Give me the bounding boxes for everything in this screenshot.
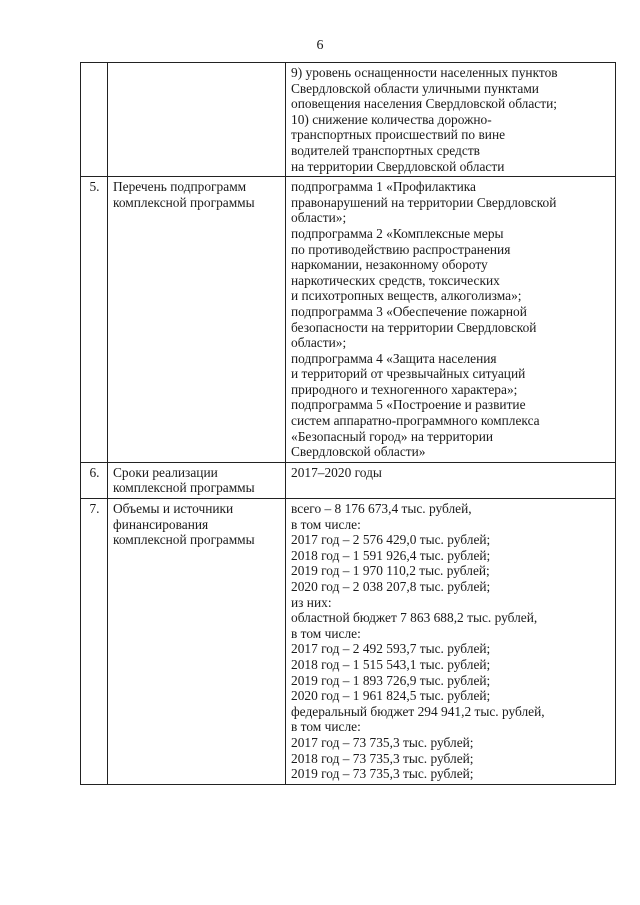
row-content-line: 9) уровень оснащенности населенных пунктов (291, 65, 558, 80)
row-content-line: в том числе: (291, 625, 361, 641)
program-passport-table (80, 62, 616, 785)
row-name-line: комплексной программы (113, 480, 255, 496)
row-content-line: транспортных происшествий по вине (291, 127, 506, 143)
row-content-line: 2018 год – 1 515 543,1 тыс. рублей; (291, 656, 491, 672)
row-content-line: подпрограмма 2 «Комплексные меры (291, 225, 504, 241)
row-content-line: 2019 год – 73 735,3 тыс. рублей; (291, 766, 474, 782)
row-name-line: комплексной программы (113, 532, 255, 548)
row-content-line: наркотических средств, токсических (291, 272, 500, 288)
row-content-line: подпрограмма 1 «Профилактика (291, 179, 476, 195)
table-row (81, 63, 616, 177)
table-row (81, 177, 616, 463)
row-content-line: систем аппаратно-программного комплекса (291, 413, 540, 429)
row-content-line: федеральный бюджет 294 941,2 тыс. рублей, (291, 703, 545, 719)
row-content-line: всего – 8 176 673,4 тыс. рублей, (291, 501, 472, 517)
row-content-line: 2020 год – 2 038 207,8 тыс. рублей; (291, 579, 491, 594)
row-content-line: «Безопасный город» на территории (291, 428, 494, 444)
row-content-line: оповещения населения Свердловской области; (291, 96, 557, 112)
row-content-line: и психотропных веществ, алкоголизма»; (291, 288, 522, 304)
row-content-line: из них: (291, 594, 332, 610)
row-content-line: 2017 год – 2 492 593,7 тыс. рублей; (291, 641, 491, 657)
row-content-line: 2017–2020 годы (291, 464, 382, 480)
row-content-line: Свердловской области» (291, 444, 426, 460)
row-content-line: подпрограмма 5 «Построение и развитие (291, 397, 526, 413)
row-name-line: Перечень подпрограмм (113, 179, 247, 195)
row-content-line: 2017 год – 73 735,3 тыс. рублей; (291, 734, 474, 750)
row-content-line: правонарушений на территории Свердловской (291, 194, 557, 210)
row-number (81, 63, 108, 177)
row-content-cell (286, 462, 616, 498)
page-number: 6 (316, 38, 324, 53)
row-content-line: области»; (291, 335, 347, 351)
row-content-line: 2019 год – 1 970 110,2 тыс. рублей; (291, 563, 490, 579)
row-content-line: 2018 год – 1 591 926,4 тыс. рублей; (291, 547, 491, 563)
row-content-line: водителей транспортных средств (291, 142, 480, 158)
row-content-line: на территории Свердловской области (291, 158, 505, 174)
row-content-line: областной бюджет 7 863 688,2 тыс. рублей, (291, 610, 538, 626)
row-name-line: Сроки реализации (113, 464, 218, 480)
row-name-cell (108, 177, 286, 463)
row-content-line: 2017 год – 2 576 429,0 тыс. рублей; (291, 532, 491, 548)
row-name-line: финансирования (113, 516, 209, 532)
row-number: 5. (81, 177, 108, 463)
row-name-line: Объемы и источники (113, 501, 234, 517)
row-number: 7. (81, 499, 108, 785)
row-content-line: наркомании, незаконному обороту (291, 257, 488, 273)
row-content-line: безопасности на территории Свердловской (291, 319, 537, 335)
row-content-cell (286, 177, 616, 463)
row-content-line: Свердловской области уличными пунктами (291, 80, 539, 96)
row-name-cell (108, 462, 286, 498)
row-number: 6. (81, 462, 108, 498)
row-content-line: подпрограмма 3 «Обеспечение пожарной (291, 303, 527, 319)
row-name-cell (108, 63, 286, 177)
row-content-line: по противодействию распространения (291, 241, 511, 257)
row-content-line: области»; (291, 210, 347, 226)
row-content-line: 2018 год – 73 735,3 тыс. рублей; (291, 750, 474, 766)
row-content-cell (286, 63, 616, 177)
row-content-line: и территорий от чрезвычайных ситуаций (291, 366, 526, 382)
row-content-line: 2019 год – 1 893 726,9 тыс. рублей; (291, 672, 491, 688)
row-content-line: природного и техногенного характера»; (291, 381, 518, 397)
row-content-line: в том числе: (291, 516, 361, 532)
row-content-line: 10) снижение количества дорожно- (291, 111, 492, 127)
table-row (81, 462, 616, 498)
row-content-line: 2020 год – 1 961 824,5 тыс. рублей; (291, 688, 491, 704)
row-name-line: комплексной программы (113, 194, 255, 210)
row-content-line: подпрограмма 4 «Защита населения (291, 350, 497, 366)
row-name-cell (108, 499, 286, 785)
table-row (81, 499, 616, 785)
row-content-line: в том числе: (291, 719, 361, 735)
row-content-cell (286, 499, 616, 785)
